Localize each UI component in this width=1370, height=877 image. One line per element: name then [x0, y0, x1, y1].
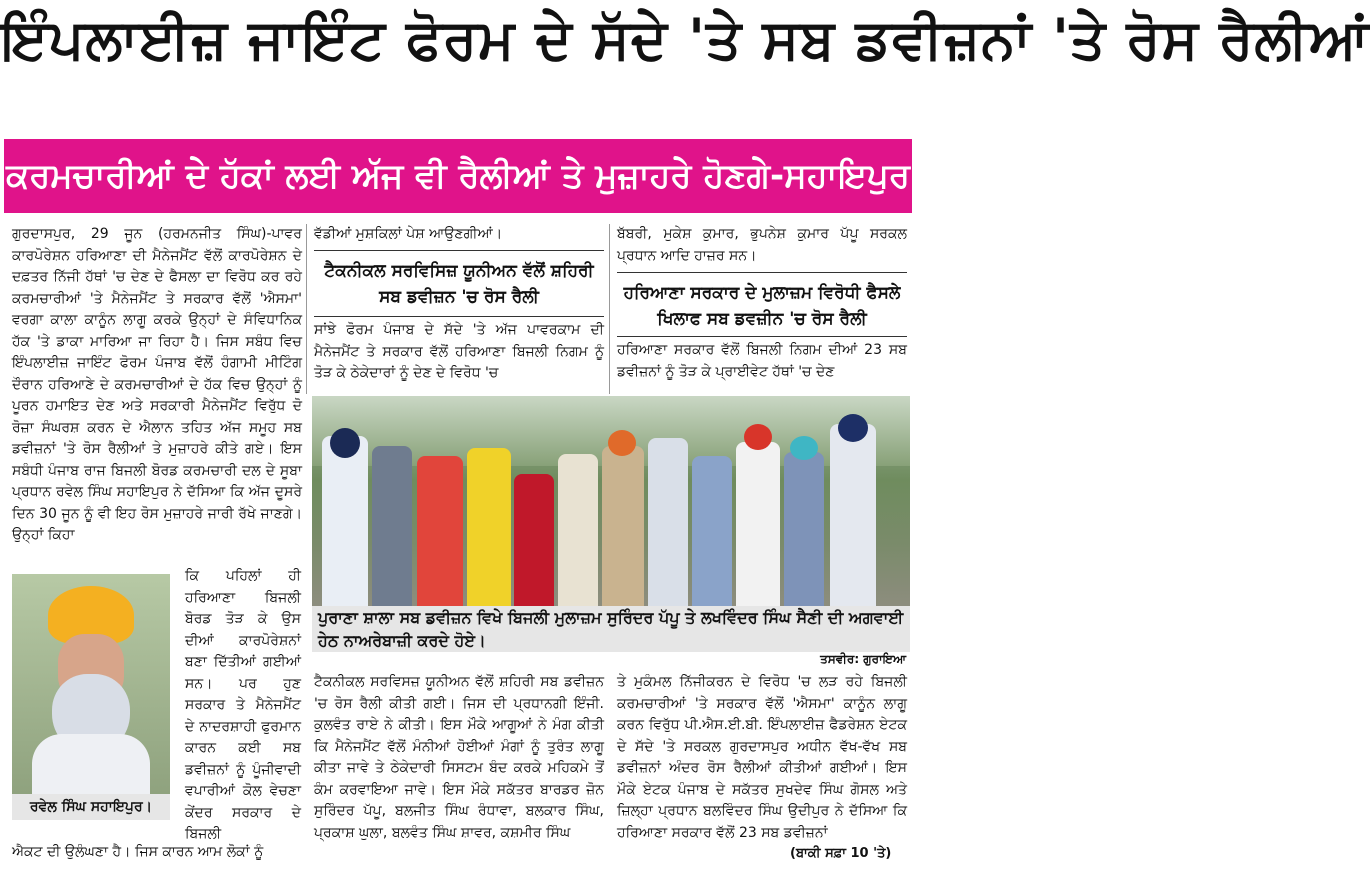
col3-top-text: ਬੱਬਰੀ, ਮੁਕੇਸ਼ ਕੁਮਾਰ, ਭੁਪਨੇਸ਼ ਕੁਮਾਰ ਪੱਪੂ ਸਰਕਲ ਪ੍ਰਧਾਨ ਆਦਿ ਹਾਜ਼ਰ ਸਨ। — [617, 226, 907, 264]
column-divider — [609, 224, 610, 394]
group-photo — [312, 396, 910, 606]
continued-note: (ਬਾਕੀ ਸਫ਼ਾ 10 'ਤੇ) — [790, 846, 892, 861]
subheadline-bar — [4, 139, 912, 213]
col2-top-text: ਵੱਡੀਆਂ ਮੁਸ਼ਕਿਲਾਂ ਪੇਸ਼ ਆਉਣਗੀਆਂ। — [314, 226, 503, 242]
section-rule — [617, 272, 907, 273]
turban — [330, 428, 360, 458]
col3-subhead: ਹਰਿਆਣਾ ਸਰਕਾਰ ਦੇ ਮੁਲਾਜ਼ਮ ਵਿਰੋਧੀ ਫੈਸਲੇ ਖਿਲਾਫ ਸਬ ਡਵਜ਼ੀਨ 'ਚ ਰੋਸ ਰੈਲੀ — [623, 283, 901, 329]
section-rule — [617, 336, 907, 337]
person — [558, 454, 598, 606]
person — [322, 436, 368, 606]
col3-lower-text: ਤੇ ਮੁਕੰਮਲ ਨਿੱਜੀਕਰਨ ਦੇ ਵਿਰੋਧ 'ਚ ਲੜ ਰਹੇ ਬਿਜਲੀ ਕਰਮਚਾਰੀਆਂ 'ਤੇ ਸਰਕਾਰ ਵੱਲੋਂ 'ਐਸਮਾ' ਕਾਨੂੰਨ ਲਾਗੂ ਕਰਨ ਵਿਰੁੱਧ ਪੀ.ਐਸ.ਈ.ਬੀ. ਇੰਪਲਾਈਜ਼ ਫੈਡਰੇਸ਼ਨ ਏਟਕ ਦੇ ਸੱਦੇ 'ਤੇ ਸਰਕਲ ਗੁਰਦਾਸਪੁਰ ਅਧੀਨ ਵੱਖ-ਵੱਖ ਸਬ ਡਵੀਜ਼ਨਾਂ ਅੰਦਰ ਰੋਸ ਰੈਲੀਆਂ ਕੀਤੀਆਂ ਗਈਆਂ। ਇਸ ਮੌਕੇ ਏਟਕ ਪੰਜਾਬ ਦੇ ਸਕੱਤਰ ਸੁਖਦੇਵ ਸਿੰਘ ਗੋਸਲ ਅਤੇ ਜ਼ਿਲ੍ਹਾ ਪ੍ਰਧਾਨ ਬਲਵਿੰਦਰ ਸਿੰਘ ਉਦੀਪੁਰ ਨੇ ਦੱਸਿਆ ਕਿ ਹਰਿਆਣਾ ਸਰਕਾਰ ਵੱਲੋਂ 23 ਸਬ ਡਵੀਜ਼ਨਾਂ — [617, 674, 907, 841]
col2-subhead: ਟੈਕਨੀਕਲ ਸਰਵਿਸਿਜ਼ ਯੂਨੀਅਨ ਵੱਲੋਂ ਸ਼ਹਿਰੀ ਸਬ ਡਵੀਜ਼ਨ 'ਚ ਰੋਸ ਰੈਲੀ — [324, 261, 594, 307]
person — [467, 448, 511, 606]
photo-credit: ਤਸਵੀਰ: ਗੁਰਾਇਆ — [820, 652, 906, 666]
portrait-photo — [12, 574, 170, 794]
person — [602, 446, 644, 606]
person — [514, 474, 554, 606]
person — [784, 452, 824, 606]
col1-bottom-text: ਐਕਟ ਦੀ ਉਲੰਘਣਾ ਹੈ। ਜਿਸ ਕਾਰਨ ਆਮ ਲੋਕਾਂ ਨੂੰ — [12, 844, 264, 860]
headline: ਇੰਪਲਾਈਜ਼ ਜਾਇੰਟ ਫੋਰਮ ਦੇ ਸੱਦੇ 'ਤੇ ਸਬ ਡਵੀਜ਼ਨਾਂ 'ਤੇ ਰੋਸ ਰੈਲੀਆਂ — [0, 7, 1370, 71]
subheadline: ਕਰਮਚਾਰੀਆਂ ਦੇ ਹੱਕਾਂ ਲਈ ਅੱਜ ਵੀ ਰੈਲੀਆਂ ਤੇ ਮੁਜ਼ਾਹਰੇ ਹੋਣਗੇ-ਸਹਾਇਪੁਰ — [6, 156, 910, 196]
section-rule — [314, 250, 604, 251]
person — [372, 446, 412, 606]
col1-main-text: ਗੁਰਦਾਸਪੁਰ, 29 ਜੂਨ (ਹਰਮਨਜੀਤ ਸਿੰਘ)-ਪਾਵਰ ਕਾਰਪੋਰੇਸ਼ਨ ਹਰਿਆਣਾ ਦੀ ਮੈਨੇਜਮੈਂਟ ਵੱਲੋਂ ਕਾਰਪੋਰੇਸ਼ਨ ਦੇ ਦਫ਼ਤਰ ਨਿੱਜੀ ਹੱਥਾਂ 'ਚ ਦੇਣ ਦੇ ਫੈਸਲਾ ਦਾ ਵਿਰੋਧ ਕਰ ਰਹੇ ਕਰਮਚਾਰੀਆਂ 'ਤੇ ਮੈਨੇਜਮੈਂਟ ਤੇ ਸਰਕਾਰ ਵੱਲੋਂ 'ਐਸਮਾ' ਵਰਗਾ ਕਾਲਾ ਕਾਨੂੰਨ ਲਾਗੂ ਕਰਕੇ ਉਨ੍ਹਾਂ ਦੇ ਸੰਵਿਧਾਨਿਕ ਹੱਕ 'ਤੇ ਡਾਕਾ ਮਾਰਿਆ ਜਾ ਰਿਹਾ ਹੈ। ਜਿਸ ਸਬੰਧ ਵਿਚ ਇੰਪਲਾਈਜ਼ ਜਾਇੰਟ ਫੋਰਮ ਪੰਜਾਬ ਵੱਲੋਂ ਹੰਗਾਮੀ ਮੀਟਿੰਗ ਦੌਰਾਨ ਹਰਿਆਣੇ ਦੇ ਕਰਮਚਾਰੀਆਂ ਦੇ ਹੱਕ ਵਿਚ ਉਨ੍ਹਾਂ ਨੂੰ ਪੂਰਨ ਹਮਾਇਤ ਦੇਣ ਅਤੇ ਸਰਕਾਰੀ ਮੈਨੇਜਮੈਂਟ ਵਿਰੁੱਧ ਦੋ ਰੋਜ਼ਾ ਸੰਘਰਸ਼ ਕਰਨ ਦੇ ਐਲਾਨ ਤਹਿਤ ਅੱਜ ਸਮੂਹ ਸਬ ਡਵੀਜ਼ਨਾਂ 'ਤੇ ਰੋਸ ਰੈਲੀਆਂ ਤੇ ਮੁਜ਼ਾਹਰੇ ਕੀਤੇ ਗਏ। ਇਸ ਸਬੰਧੀ ਪੰਜਾਬ ਰਾਜ ਬਿਜਲੀ ਬੋਰਡ ਕਰਮਚਾਰੀ ਦਲ ਦੇ ਸੂਬਾ ਪ੍ਰਧਾਨ ਰਵੇਲ ਸਿੰਘ ਸਹਾਇਪੁਰ ਨੇ ਦੱਸਿਆ ਕਿ ਅੱਜ ਦੂਸਰੇ ਦਿਨ 30 ਜੂਨ ਨੂੰ ਵੀ ਇਹ ਰੋਸ ਮੁਜ਼ਾਹਰੇ ਜਾਰੀ ਰੱਖੇ ਜਾਣਗੇ। ਉਨ੍ਹਾਂ ਕਿਹਾ — [12, 226, 302, 543]
person — [830, 424, 876, 606]
portrait-caption: ਰਵੇਲ ਸਿੰਘ ਸਹਾਇਪੁਰ। — [12, 794, 170, 820]
photo-caption: ਪੁਰਾਣਾ ਸ਼ਾਲਾ ਸਬ ਡਵੀਜ਼ਨ ਵਿਖੇ ਬਿਜਲੀ ਮੁਲਾਜ਼ਮ ਸੁਰਿੰਦਰ ਪੱਪੂ ਤੇ ਲਖਵਿੰਦਰ ਸਿੰਘ ਸੈਣੀ ਦੀ ਅਗਵਾਈ ਹੇਠ ਨਾਅਰੇਬਾਜ਼ੀ ਕਰਦੇ ਹੋਏ। — [312, 606, 910, 652]
turban — [744, 424, 772, 450]
col2-body-text: ਸਾਂਝੇ ਫੋਰਮ ਪੰਜਾਬ ਦੇ ਸੱਦੇ 'ਤੇ ਅੱਜ ਪਾਵਰਕਾਮ ਦੀ ਮੈਨੇਜਮੈਂਟ ਤੇ ਸਰਕਾਰ ਵੱਲੋਂ ਹਰਿਆਣਾ ਬਿਜਲੀ ਨਿਗਮ ਨੂੰ ਤੋੜ ਕੇ ਠੇਕੇਦਾਰਾਂ ਨੂੰ ਦੇਣ ਦੇ ਵਿਰੋਧ 'ਚ — [314, 322, 604, 381]
column-divider — [306, 224, 307, 394]
person — [417, 456, 463, 606]
col3-body-text: ਹਰਿਆਣਾ ਸਰਕਾਰ ਵੱਲੋਂ ਬਿਜਲੀ ਨਿਗਮ ਦੀਆਂ 23 ਸਬ ਡਵੀਜ਼ਨਾਂ ਨੂੰ ਤੋੜ ਕੇ ਪ੍ਰਾਈਵੇਟ ਹੱਥਾਂ 'ਚ ਦੇਣ — [617, 342, 907, 380]
person — [736, 442, 780, 606]
section-rule — [314, 316, 604, 317]
col2-lower-text: ਟੈਕਨੀਕਲ ਸਰਵਿਸਜ਼ ਯੂਨੀਅਨ ਵੱਲੋਂ ਸ਼ਹਿਰੀ ਸਬ ਡਵੀਜ਼ਨ 'ਚ ਰੋਸ ਰੈਲੀ ਕੀਤੀ ਗਈ। ਜਿਸ ਦੀ ਪ੍ਰਧਾਨਗੀ ਇੰਜੀ. ਕੁਲਵੰਤ ਰਾਏ ਨੇ ਕੀਤੀ। ਇਸ ਮੌਕੇ ਆਗੂਆਂ ਨੇ ਮੰਗ ਕੀਤੀ ਕਿ ਮੈਨੇਜਮੈਂਟ ਵੱਲੋਂ ਮੰਨੀਆਂ ਹੋਈਆਂ ਮੰਗਾਂ ਨੂੰ ਤੁਰੰਤ ਲਾਗੂ ਕੀਤਾ ਜਾਵੇ ਤੇ ਠੇਕੇਦਾਰੀ ਸਿਸਟਮ ਬੰਦ ਕਰਕੇ ਮਹਿਕਮੇ ਤੋਂ ਕੰਮ ਕਰਵਾਇਆ ਜਾਵੇ। ਇਸ ਮੌਕੇ ਸਕੱਤਰ ਬਾਰਡਰ ਜ਼ੋਨ ਸੁਰਿੰਦਰ ਪੱਪੂ, ਬਲਜੀਤ ਸਿੰਘ ਰੰਧਾਵਾ, ਬਲਕਾਰ ਸਿੰਘ, ਪ੍ਰਕਾਸ਼ ਘੁਲਾ, ਬਲਵੰਤ ਸਿੰਘ ਸ਼ਾਵਰ, ਕਸ਼ਮੀਰ ਸਿੰਘ — [314, 674, 604, 841]
person — [692, 456, 732, 606]
turban — [790, 436, 818, 460]
person — [648, 438, 688, 606]
turban — [838, 414, 868, 442]
turban — [608, 430, 636, 456]
col1-side-text: ਕਿ ਪਹਿਲਾਂ ਹੀ ਹਰਿਆਣਾ ਬਿਜਲੀ ਬੋਰਡ ਤੋੜ ਕੇ ਉਸ ਦੀਆਂ ਕਾਰਪੋਰੇਸ਼ਨਾਂ ਬਣਾ ਦਿੱਤੀਆਂ ਗਈਆਂ ਸਨ। ਪਰ ਹੁਣ ਸਰਕਾਰ ਤੇ ਮੈਨੇਜਮੈਂਟ ਦੇ ਨਾਦਰਸ਼ਾਹੀ ਫੁਰਮਾਨ ਕਾਰਨ ਕਈ ਸਬ ਡਵੀਜ਼ਨਾਂ ਨੂੰ ਪੂੰਜੀਵਾਦੀ ਵਪਾਰੀਆਂ ਕੋਲ ਵੇਚਣਾ ਕੇਂਦਰ ਸਰਕਾਰ ਦੇ ਬਿਜਲੀ — [185, 568, 301, 842]
